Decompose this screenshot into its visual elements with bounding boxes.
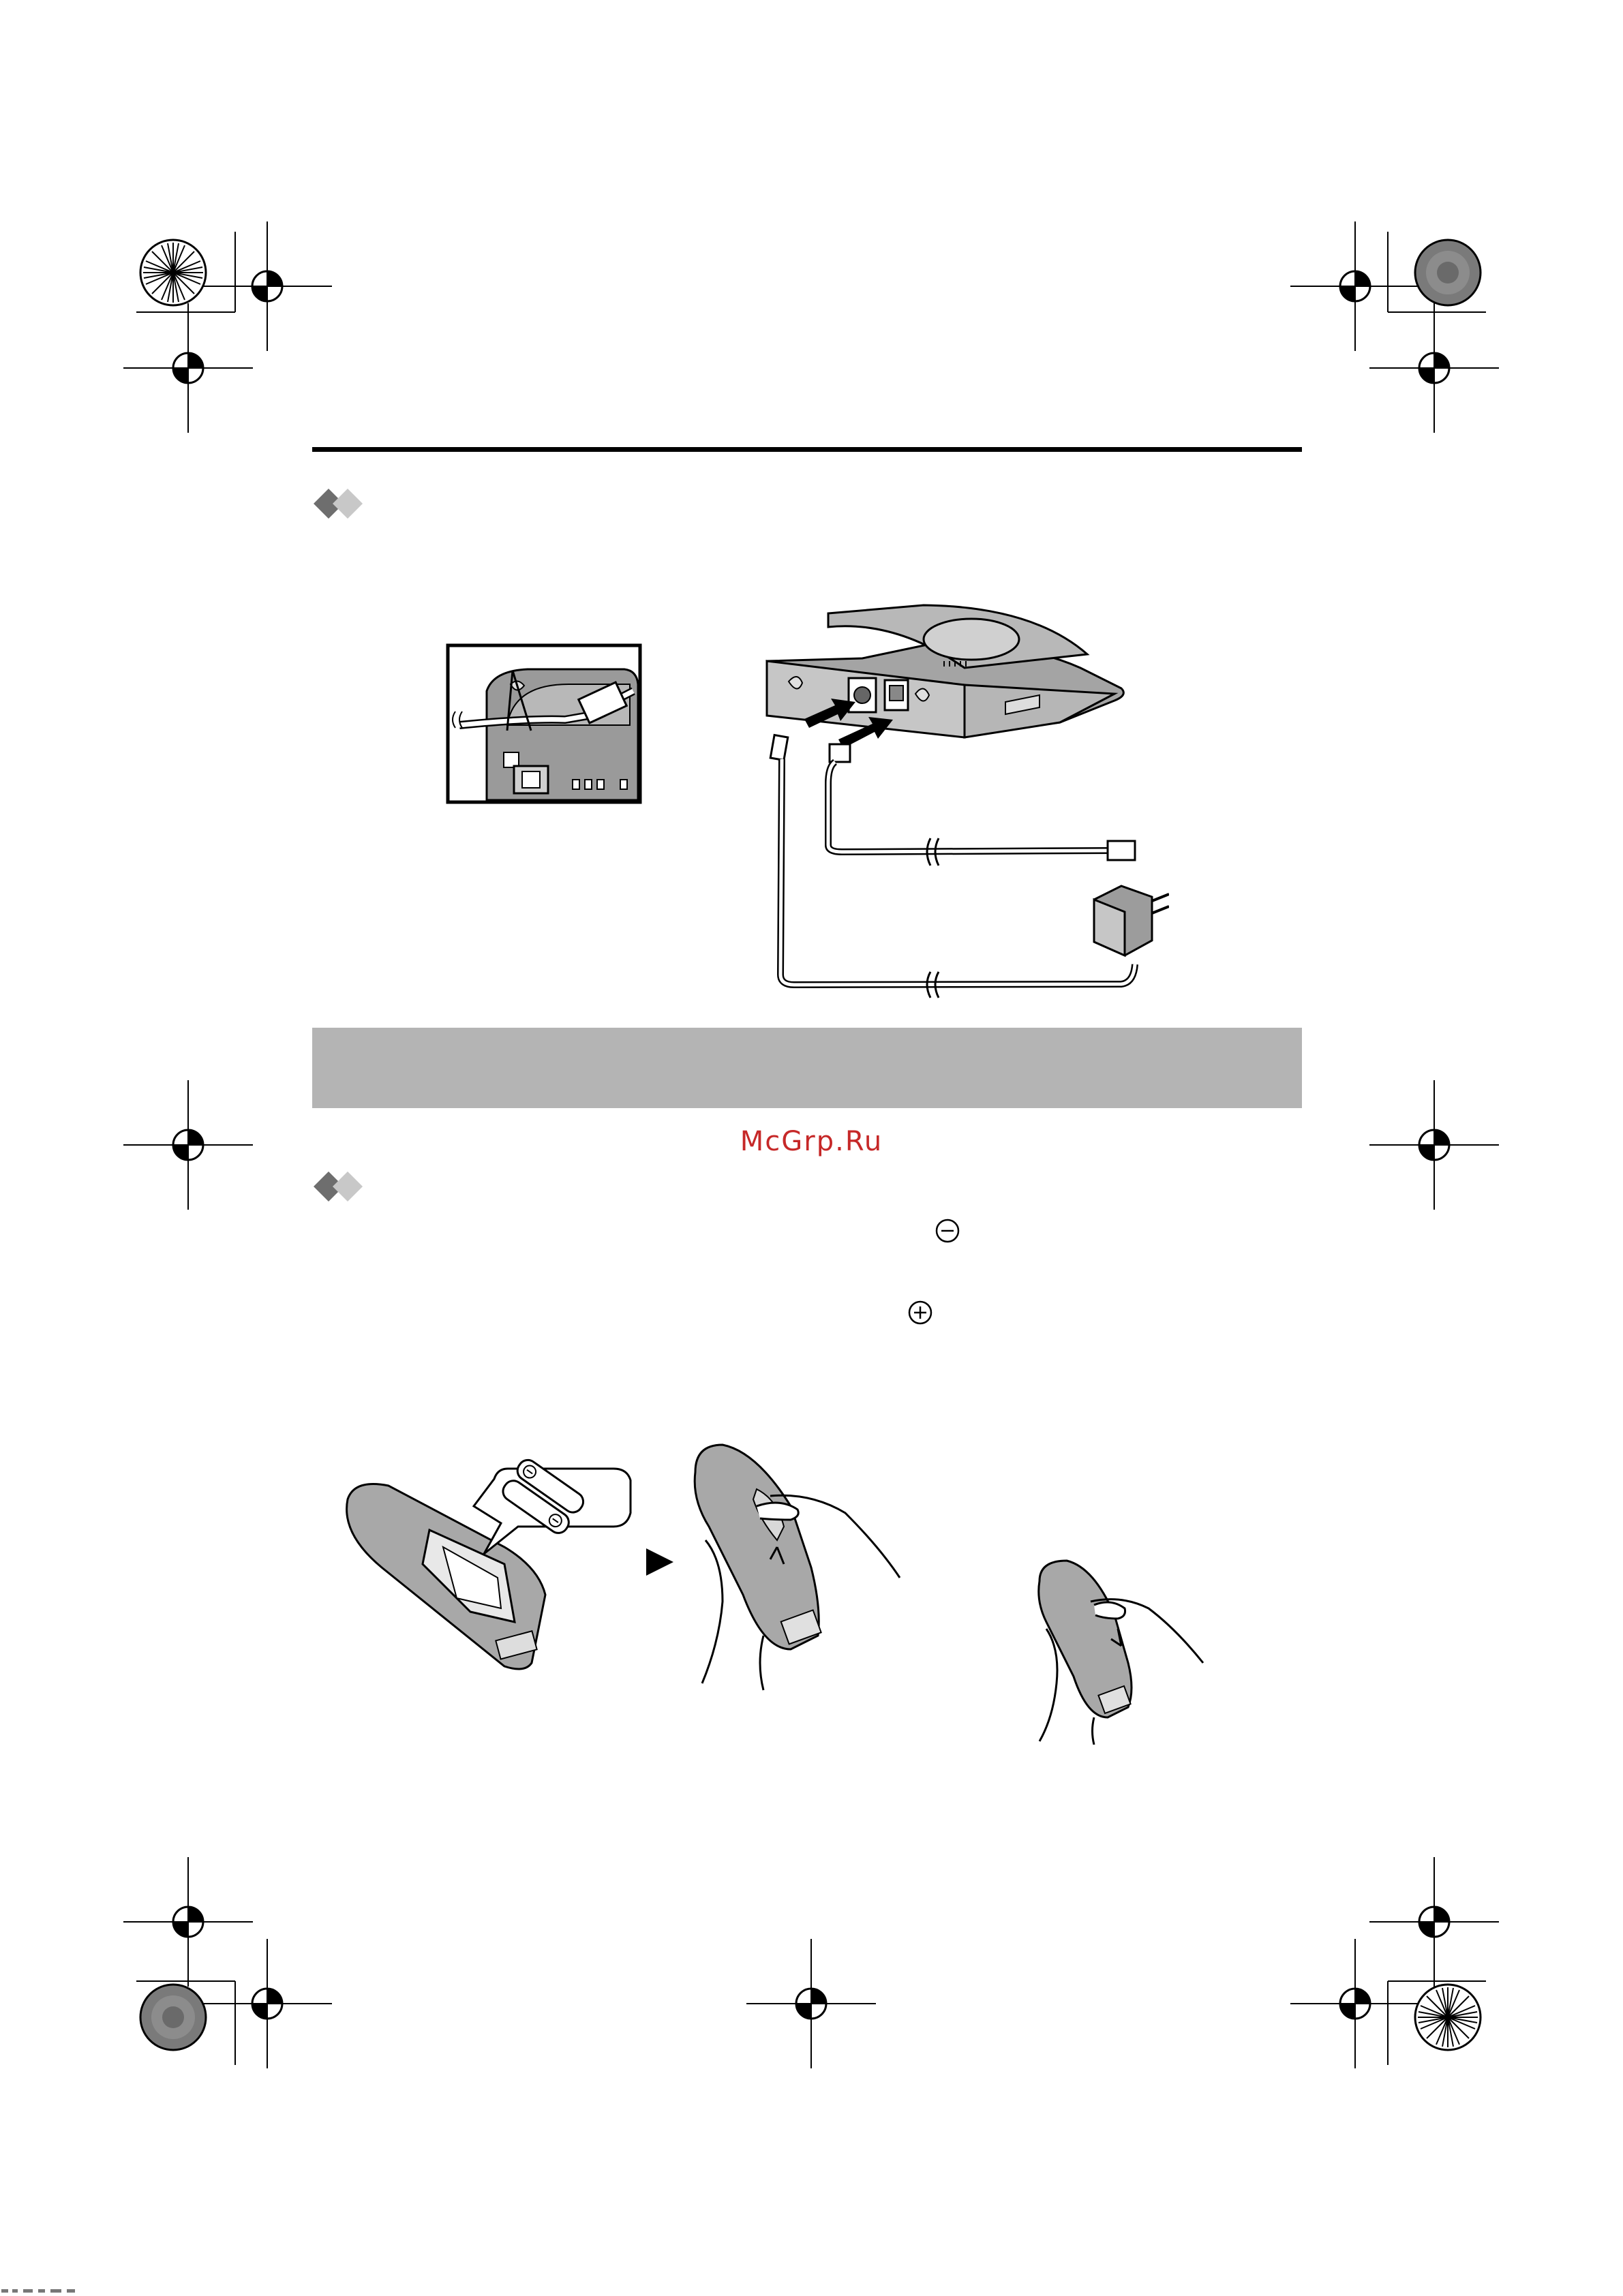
crosshair-circle-icon [1290,221,1420,351]
crosshair-circle-icon [1369,1857,1499,1987]
base-unit-connection-diagram [760,593,1169,1002]
double-diamond-icon [314,1170,368,1204]
crosshair-circle-icon [123,1857,253,1987]
cable-routing-inset [446,643,642,804]
crosshair-circle-icon [746,1939,876,2068]
watermark: McGrp.Ru [740,1126,883,1157]
section-band [312,1028,1302,1108]
battery-insertion-diagram [341,1452,641,1677]
starburst-target-icon [1415,1985,1481,2050]
plus-circle-icon [907,1299,934,1326]
starburst-target-icon [140,240,206,305]
double-diamond-icon [314,487,368,521]
cover-opening-diagram [1026,1554,1217,1745]
starburst-target-icon [140,1985,206,2050]
print-slug [0,2286,95,2295]
header-rule [312,447,1302,452]
crosshair-circle-icon [1369,303,1499,433]
crosshair-circle-icon [123,303,253,433]
crosshair-circle-icon [1290,1939,1420,2068]
starburst-target-icon [1415,240,1481,305]
minus-circle-icon [934,1217,961,1244]
cover-closing-diagram [682,1431,913,1697]
play-triangle-icon [645,1547,675,1577]
crosshair-circle-icon [202,221,332,351]
crosshair-circle-icon [202,1939,332,2068]
